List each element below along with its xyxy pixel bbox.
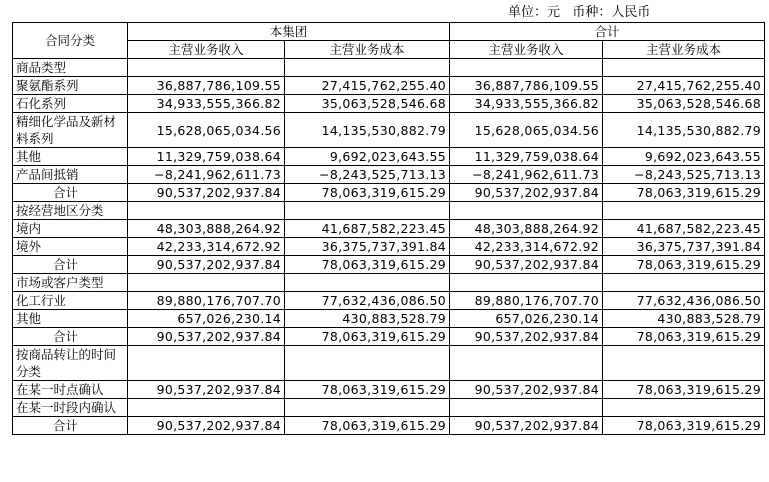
section-row	[13, 399, 765, 417]
revenue-cell: 34,933,555,366.82	[450, 95, 603, 113]
cost-cell: 78,063,319,615.29	[603, 328, 765, 346]
empty-cell	[128, 399, 285, 417]
table-row	[13, 166, 765, 184]
revenue-cell: 36,887,786,109.55	[450, 77, 603, 95]
cost-cell: 78,063,319,615.29	[603, 256, 765, 274]
cost-cell: 78,063,319,615.29	[285, 417, 450, 435]
cost-cell: 35,063,528,546.68	[603, 95, 765, 113]
cost-cell: 78,063,319,615.29	[603, 184, 765, 202]
total-row	[13, 184, 765, 202]
revenue-cell: 42,233,314,672.92	[128, 238, 285, 256]
subheader-revenue-1: 主营业务收入	[128, 41, 285, 59]
empty-cell	[128, 274, 285, 292]
revenue-cell: 657,026,230.14	[128, 310, 285, 328]
empty-cell	[450, 399, 603, 417]
row-label: 产品间抵销	[13, 166, 128, 184]
empty-cell	[603, 59, 765, 77]
cost-cell: 78,063,319,615.29	[285, 381, 450, 399]
cost-cell: 9,692,023,643.55	[603, 148, 765, 166]
cost-cell: 14,135,530,882.79	[603, 113, 765, 148]
row-label: 合计	[13, 328, 128, 346]
cost-cell: 14,135,530,882.79	[285, 113, 450, 148]
revenue-cell: 48,303,888,264.92	[128, 220, 285, 238]
revenue-cell: 90,537,202,937.84	[450, 328, 603, 346]
cost-cell: 27,415,762,255.40	[603, 77, 765, 95]
total-row	[13, 328, 765, 346]
revenue-cell: 89,880,176,707.70	[128, 292, 285, 310]
cost-cell: 78,063,319,615.29	[603, 381, 765, 399]
revenue-cell: −8,241,962,611.73	[128, 166, 285, 184]
row-label: 在某一时点确认	[13, 381, 128, 399]
header-contract-category: 合同分类	[13, 23, 128, 59]
empty-cell	[450, 274, 603, 292]
revenue-cell: 36,887,786,109.55	[128, 77, 285, 95]
revenue-cell: 34,933,555,366.82	[128, 95, 285, 113]
cost-cell: 430,883,528.79	[603, 310, 765, 328]
row-label: 石化系列	[13, 95, 128, 113]
table-body	[13, 59, 765, 435]
header-group-total: 合计	[450, 23, 765, 41]
section-label: 按商品转让的时间分类	[13, 346, 128, 381]
revenue-cell: 42,233,314,672.92	[450, 238, 603, 256]
table-row	[13, 292, 765, 310]
revenue-cell: 90,537,202,937.84	[450, 184, 603, 202]
section-label: 按经营地区分类	[13, 202, 128, 220]
cost-cell: 9,692,023,643.55	[285, 148, 450, 166]
cost-cell: 41,687,582,223.45	[603, 220, 765, 238]
table-row	[13, 77, 765, 95]
table-row	[13, 381, 765, 399]
cost-cell: 78,063,319,615.29	[603, 417, 765, 435]
row-label: 精细化学品及新材料系列	[13, 113, 128, 148]
revenue-cell: 15,628,065,034.56	[450, 113, 603, 148]
currency-unit-note: 单位：元 币种：人民币	[508, 5, 651, 20]
revenue-cell: 657,026,230.14	[450, 310, 603, 328]
empty-cell	[128, 346, 285, 381]
empty-cell	[603, 399, 765, 417]
empty-cell	[128, 59, 285, 77]
row-label: 其他	[13, 310, 128, 328]
revenue-cell: 90,537,202,937.84	[128, 328, 285, 346]
revenue-cell: 90,537,202,937.84	[450, 381, 603, 399]
subheader-cost-1: 主营业务成本	[285, 41, 450, 59]
cost-cell: 36,375,737,391.84	[285, 238, 450, 256]
cost-cell: 27,415,762,255.40	[285, 77, 450, 95]
section-label: 市场或客户类型	[13, 274, 128, 292]
row-label: 聚氨酯系列	[13, 77, 128, 95]
revenue-cell: 90,537,202,937.84	[128, 381, 285, 399]
revenue-cell: 15,628,065,034.56	[128, 113, 285, 148]
cost-cell: 78,063,319,615.29	[285, 184, 450, 202]
revenue-cell: 11,329,759,038.64	[450, 148, 603, 166]
section-row	[13, 202, 765, 220]
cost-cell: 77,632,436,086.50	[603, 292, 765, 310]
cost-cell: −8,243,525,713.13	[603, 166, 765, 184]
revenue-cell: 90,537,202,937.84	[128, 256, 285, 274]
header-group-company: 本集团	[128, 23, 450, 41]
cost-cell: 41,687,582,223.45	[285, 220, 450, 238]
cost-cell: −8,243,525,713.13	[285, 166, 450, 184]
empty-cell	[450, 202, 603, 220]
empty-cell	[450, 346, 603, 381]
subheader-cost-2: 主营业务成本	[603, 41, 765, 59]
row-label: 化工行业	[13, 292, 128, 310]
table-row	[13, 148, 765, 166]
cost-cell: 430,883,528.79	[285, 310, 450, 328]
row-label: 合计	[13, 256, 128, 274]
section-label: 在某一时段内确认	[13, 399, 128, 417]
empty-cell	[285, 399, 450, 417]
empty-cell	[603, 202, 765, 220]
table-row	[13, 95, 765, 113]
section-row	[13, 59, 765, 77]
row-label: 境内	[13, 220, 128, 238]
empty-cell	[285, 274, 450, 292]
revenue-cell: 90,537,202,937.84	[450, 417, 603, 435]
subheader-revenue-2: 主营业务收入	[450, 41, 603, 59]
revenue-cell: 90,537,202,937.84	[128, 184, 285, 202]
row-label: 合计	[13, 184, 128, 202]
empty-cell	[603, 346, 765, 381]
revenue-cell: 90,537,202,937.84	[450, 256, 603, 274]
cost-cell: 78,063,319,615.29	[285, 256, 450, 274]
section-label: 商品类型	[13, 59, 128, 77]
empty-cell	[603, 274, 765, 292]
table-row	[13, 220, 765, 238]
empty-cell	[285, 59, 450, 77]
table-row	[13, 238, 765, 256]
total-row	[13, 256, 765, 274]
row-label: 合计	[13, 417, 128, 435]
revenue-cell: 90,537,202,937.84	[128, 417, 285, 435]
total-row	[13, 417, 765, 435]
revenue-cell: 11,329,759,038.64	[128, 148, 285, 166]
revenue-cell: 48,303,888,264.92	[450, 220, 603, 238]
section-row	[13, 346, 765, 381]
empty-cell	[285, 202, 450, 220]
cost-cell: 36,375,737,391.84	[603, 238, 765, 256]
table-header-row	[13, 23, 765, 41]
cost-cell: 78,063,319,615.29	[285, 328, 450, 346]
table-row	[13, 310, 765, 328]
table-row	[13, 113, 765, 148]
empty-cell	[128, 202, 285, 220]
revenue-contract-table	[12, 22, 765, 435]
revenue-cell: −8,241,962,611.73	[450, 166, 603, 184]
revenue-cell: 89,880,176,707.70	[450, 292, 603, 310]
row-label: 其他	[13, 148, 128, 166]
empty-cell	[450, 59, 603, 77]
cost-cell: 35,063,528,546.68	[285, 95, 450, 113]
section-row	[13, 274, 765, 292]
empty-cell	[285, 346, 450, 381]
cost-cell: 77,632,436,086.50	[285, 292, 450, 310]
row-label: 境外	[13, 238, 128, 256]
